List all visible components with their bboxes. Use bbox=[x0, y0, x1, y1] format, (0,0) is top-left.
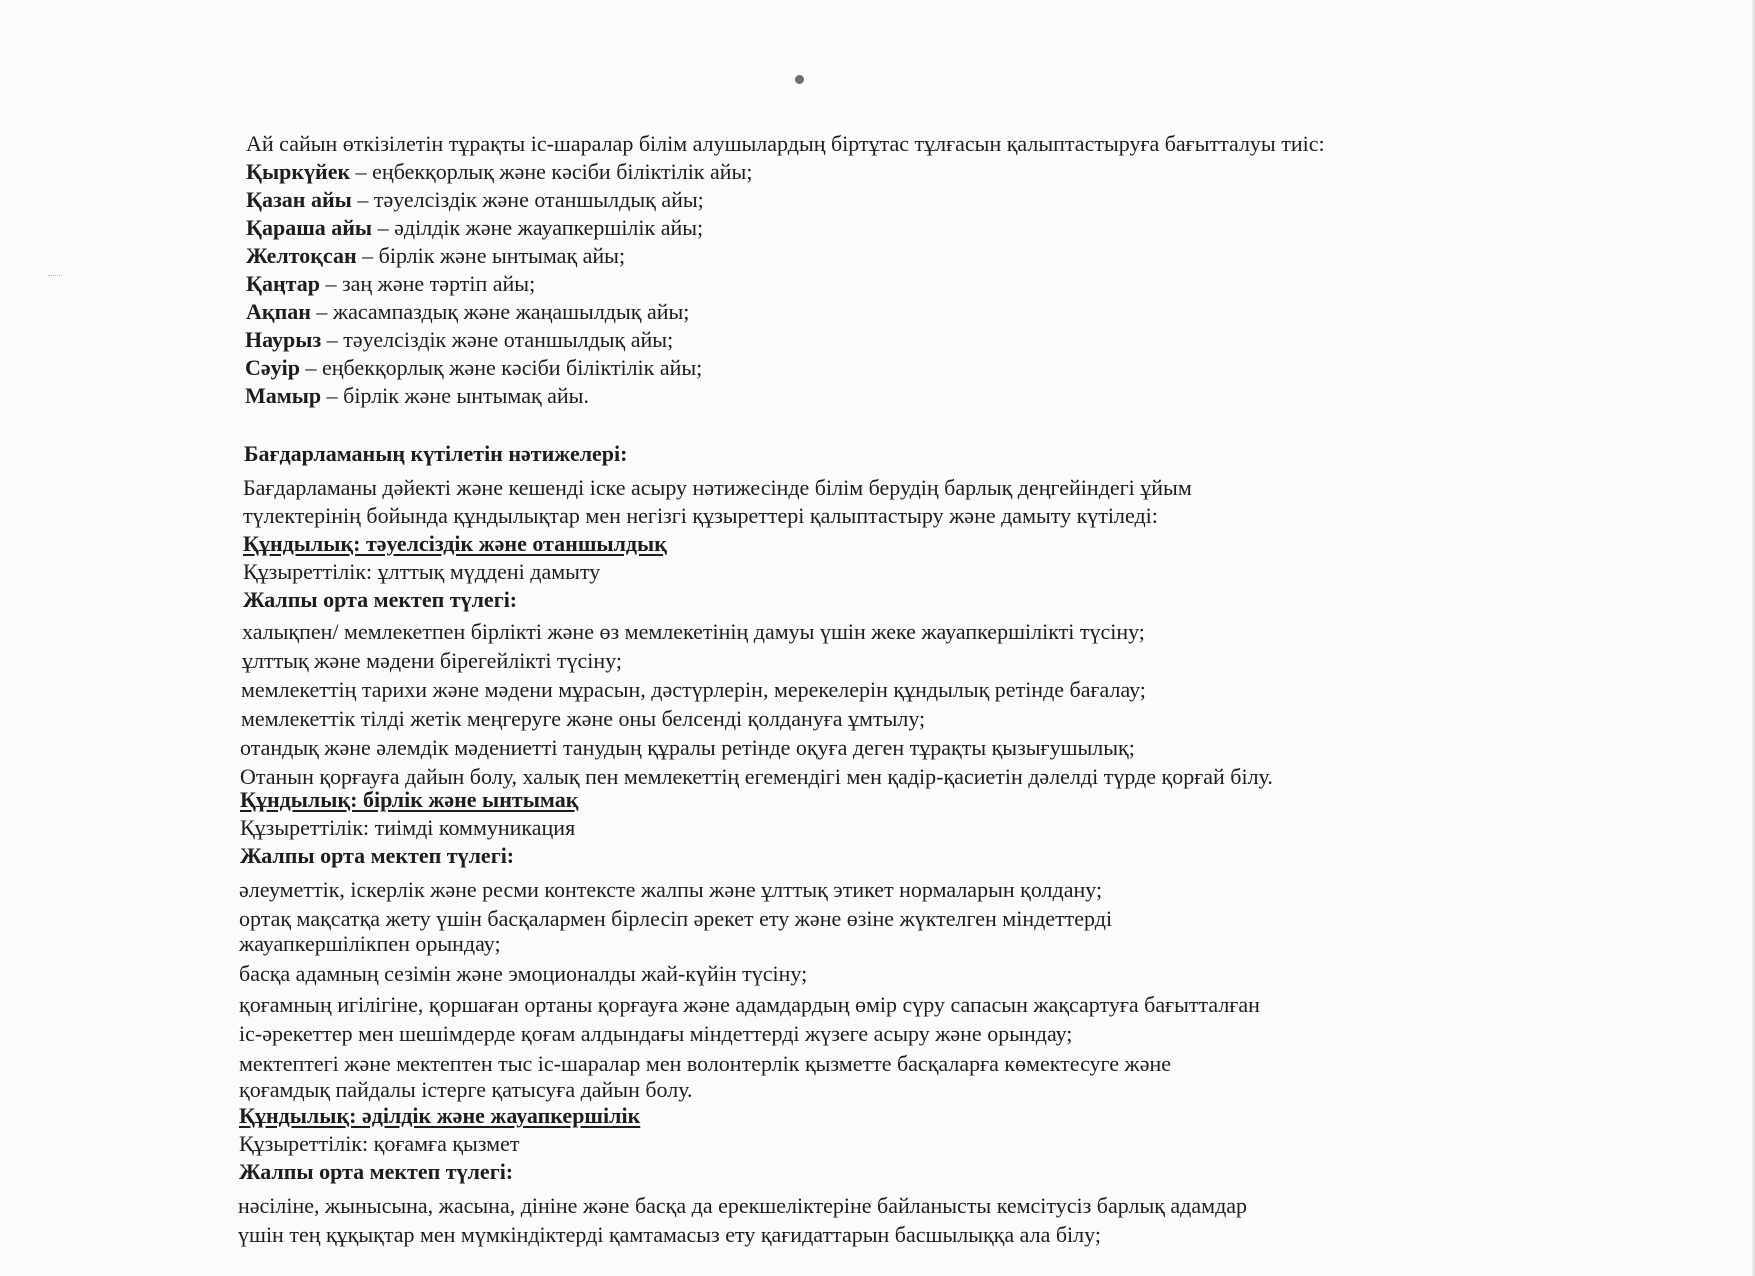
scan-edge-mark bbox=[48, 275, 62, 284]
month-item: Мамыр – бірлік және ынтымақ айы. bbox=[245, 383, 589, 408]
list-item: мемлекеттің тарихи және мәдени мұрасын, дәстүрлерін, мерекелерін құндылық ретінде бағалау; bbox=[241, 677, 1146, 702]
list-item: ұлттық және мәдени бірегейлікті түсіну; bbox=[242, 648, 623, 673]
list-item: іс-әрекеттер мен шешімдерде қоғам алдындағы міндеттерді жүзеге асыру және орындау; bbox=[239, 1021, 1073, 1046]
month-item: Сәуір – еңбекқорлық және кәсіби біліктілік айы; bbox=[245, 355, 703, 380]
section-competence: Құзыреттілік: ұлттық мүддені дамыту bbox=[243, 559, 601, 584]
results-text: Бағдарламаны дәйекті және кешенді іске асыру нәтижесінде білім берудің барлық деңгейіндегі ұйым bbox=[243, 475, 1192, 500]
section-competence: Құзыреттілік: тиімді коммуникация bbox=[240, 815, 576, 840]
month-item: Желтоқсан – бірлік және ынтымақ айы; bbox=[246, 243, 626, 268]
section-value-heading: Құндылық: тәуелсіздік және отаншылдық bbox=[243, 531, 667, 556]
list-item: ортақ мақсатқа жету үшін басқалармен бірлесіп әрекет ету және өзіне жүктелген міндеттерді bbox=[239, 906, 1113, 931]
month-item: Қаңтар – заң және тәртіп айы; bbox=[246, 271, 536, 296]
list-item: халықпен/ мемлекетпен бірлікті және өз мемлекетінің дамуы үшін жеке жауапкершілікті түсіну; bbox=[242, 619, 1145, 644]
section-graduate-heading: Жалпы орта мектеп түлегі: bbox=[239, 1159, 514, 1184]
list-item: мемлекеттік тілді жетік меңгеруге және оны белсенді қолдануға ұмтылу; bbox=[241, 706, 926, 731]
list-item: нәсіліне, жынысына, жасына, дініне және басқа да ерекшеліктеріне байланысты кемсітусіз барлық адамдар bbox=[238, 1193, 1248, 1218]
list-item: басқа адамның сезімін және эмоционалды жай-күйін түсіну; bbox=[239, 961, 808, 986]
month-item: Наурыз – тәуелсіздік және отаншылдық айы; bbox=[245, 327, 674, 352]
list-item: қоғамның игілігіне, қоршаған ортаны қорғауға және адамдардың өмір сүру сапасын жақсартуға бағытталған bbox=[239, 992, 1260, 1017]
scan-speck bbox=[795, 75, 804, 84]
section-competence: Құзыреттілік: қоғамға қызмет bbox=[239, 1131, 520, 1156]
month-item: Қараша айы – әділдік және жауапкершілік айы; bbox=[246, 215, 704, 240]
section-graduate-heading: Жалпы орта мектеп түлегі: bbox=[243, 587, 518, 612]
list-item: жауапкершілікпен орындау; bbox=[239, 931, 501, 956]
list-item: үшін тең құқықтар мен мүмкіндіктерді қамтамасыз ету қағидаттарын басшылыққа ала білу; bbox=[238, 1222, 1101, 1247]
list-item: қоғамдық пайдалы істерге қатысуға дайын болу. bbox=[239, 1077, 693, 1102]
results-heading: Бағдарламаның күтілетін нәтижелері: bbox=[244, 441, 628, 466]
results-text: түлектерінің бойында құндылықтар мен негізгі құзыреттері қалыптастыру және дамыту күтіледі: bbox=[243, 503, 1158, 528]
section-value-heading: Құндылық: әділдік және жауапкершілік bbox=[239, 1103, 641, 1128]
list-item: мектептегі және мектептен тыс іс-шаралар мен волонтерлік қызметте басқаларға көмектесуге және bbox=[239, 1051, 1172, 1076]
list-item: әлеуметтік, іскерлік және ресми контексте жалпы және ұлттық этикет нормаларын қолдану; bbox=[239, 877, 1103, 902]
list-item: Отанын қорғауға дайын болу, халық пен мемлекеттің егемендігі мен қадір-қасиетін дәлелді түрде қорғай білу. bbox=[240, 764, 1273, 789]
month-item: Ақпан – жасампаздық және жаңашылдық айы; bbox=[246, 299, 690, 324]
section-graduate-heading: Жалпы орта мектеп түлегі: bbox=[240, 843, 515, 868]
list-item: отандық және әлемдік мәдениетті танудың құралы ретінде оқуға деген тұрақты қызығушылық; bbox=[240, 735, 1135, 760]
month-item: Қыркүйек – еңбекқорлық және кәсіби біліктілік айы; bbox=[246, 159, 753, 184]
month-item: Қазан айы – тәуелсіздік және отаншылдық айы; bbox=[246, 187, 704, 212]
section-value-heading: Құндылық: бірлік және ынтымақ bbox=[240, 787, 579, 812]
intro-text: Ай сайын өткізілетін тұрақты іс-шаралар білім алушылардың біртұтас тұлғасын қалыптастыруға бағытталуы тиіс: bbox=[246, 131, 1325, 156]
